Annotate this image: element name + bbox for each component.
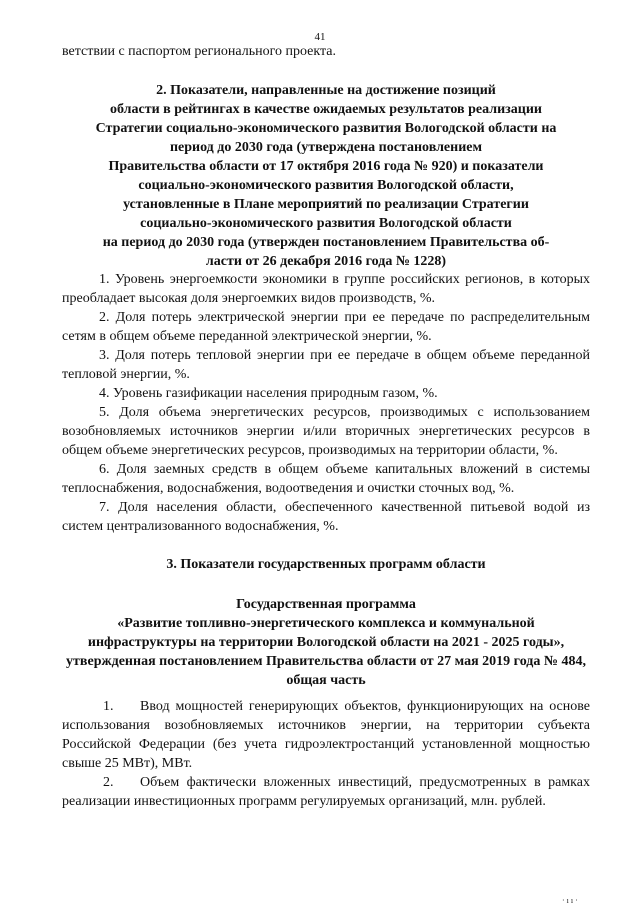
- indicator-item: 3. Доля потерь тепловой энергии при ее передаче в общем объеме переданной тепловой энергии, %.: [62, 348, 590, 382]
- section-3-heading: 3. Показатели государственных программ области: [166, 557, 486, 572]
- program-indicator-item: [62, 773, 590, 811]
- program-heading: [62, 595, 590, 690]
- indicator-item: 6. Доля заемных средств в общем объеме капитальных вложений в системы теплоснабжения, водоснабжения, водоотведения и очистки сточных вод, %.: [62, 462, 590, 496]
- item-number: 2.: [103, 775, 114, 790]
- heading-line: установленные в Плане мероприятий по реализации Стратегии: [123, 197, 529, 212]
- continuation-text: ветствии с паспортом регионального проекта.: [62, 44, 336, 59]
- footer-scan-mark: · ı ı ·: [562, 896, 578, 905]
- program-label: Государственная программа: [236, 597, 416, 612]
- indicator-item: 5. Доля объема энергетических ресурсов, производимых с использованием возобновляемых источников энергии и/или вторичных энергетических ресурсов в общем объеме энергетических ресурсов, производимых на территории области, %.: [62, 405, 590, 458]
- heading-line: Правительства области от 17 октября 2016 года № 920) и показатели: [108, 159, 544, 174]
- heading-line: период до 2030 года (утверждена постановлением: [169, 140, 483, 155]
- item-text: Ввод мощностей генерирующих объектов, функционирующих на основе использования возобновляемых источников энергии, на территории субъекта Российской Федерации (без учета гидроэлектростанций установленной мощностью свыше 25 МВт), МВт.: [62, 699, 590, 771]
- heading-line: социально-экономического развития Вологодской области: [140, 216, 512, 231]
- heading-line: области в рейтингах в качестве ожидаемых результатов реализации: [110, 102, 542, 117]
- item-text: Объем фактически вложенных инвестиций, предусмотренных в рамках реализации инвестиционных программ регулируемых организаций, млн. рублей.: [62, 775, 590, 809]
- program-title: «Развитие топливно-энергетического комплекса и коммунальной инфраструктуры на территории Вологодской области на 2021 - 2025 годы», утвержденная постановлением Правительства области от 27 мая 2019 года № 484, общая часть: [66, 616, 586, 688]
- heading-line: социально-экономического развития Вологодской области,: [138, 178, 514, 193]
- indicator-item: 7. Доля населения области, обеспеченного качественной питьевой водой из систем централизованного водоснабжения, %.: [62, 500, 590, 534]
- heading-line: ласти от 26 декабря 2016 года № 1228): [205, 254, 447, 269]
- indicator-item: 4. Уровень газификации населения природным газом, %.: [99, 386, 438, 401]
- program-indicator-list: [62, 697, 590, 811]
- indicator-item: 1. Уровень энергоемкости экономики в группе российских регионов, в которых преобладает высокая доля энергоемких видов производств, %.: [62, 272, 590, 306]
- page-number: 41: [314, 31, 326, 43]
- program-indicator-item: [62, 697, 590, 773]
- heading-line: Стратегии социально-экономического развития Вологодской области на: [95, 121, 557, 136]
- item-number: 1.: [103, 699, 114, 714]
- section-2-indicator-list: [62, 270, 590, 536]
- section-2-heading: [62, 81, 590, 271]
- indicator-item: 2. Доля потерь электрической энергии при ее передаче по распределительным сетям в общем объеме переданной электрической энергии, %.: [62, 310, 590, 344]
- heading-line: 2. Показатели, направленные на достижение позиций: [156, 83, 496, 98]
- heading-line: на период до 2030 года (утвержден постановлением Правительства об-: [102, 235, 550, 250]
